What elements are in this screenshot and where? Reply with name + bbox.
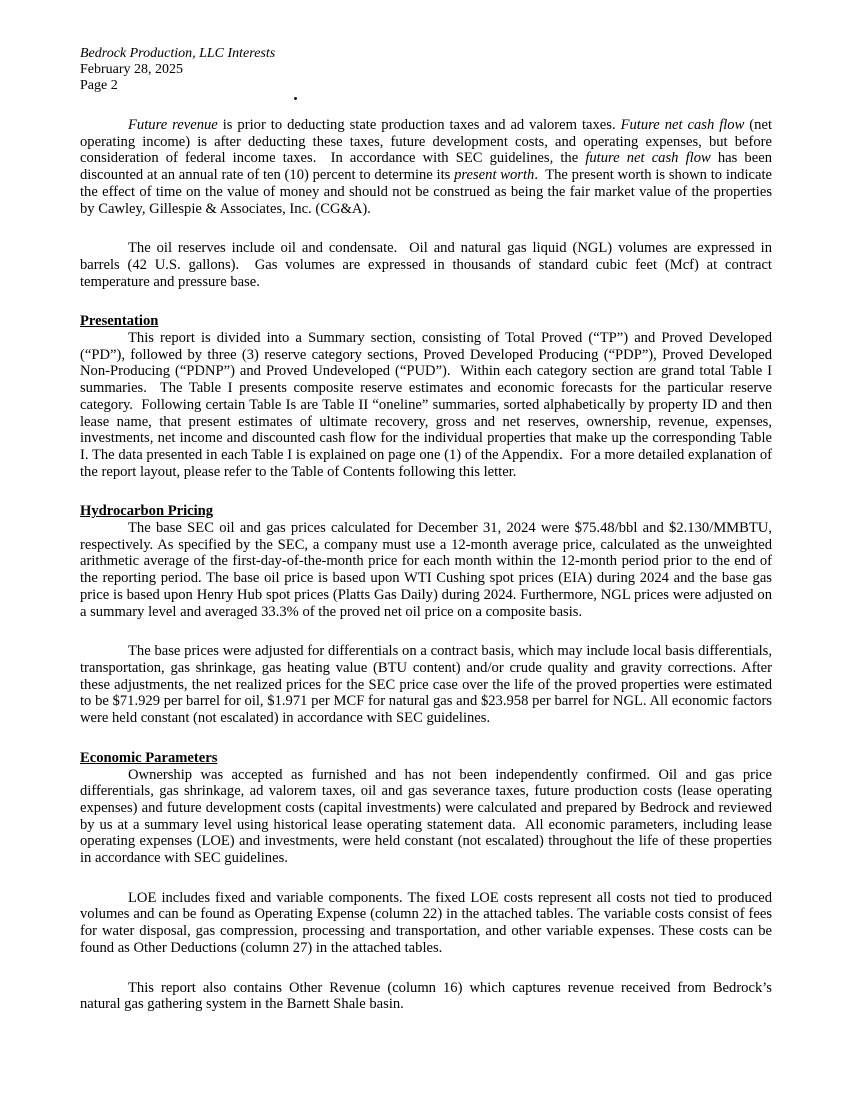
letter-header	[80, 46, 772, 94]
paragraph-3-1	[80, 520, 772, 620]
section-heading-hydrocarbon-pricing: Hydrocarbon Pricing	[80, 503, 214, 520]
text-run: This report is divided into a Summary section, consisting of Total Proved (“TP”) and Proved Developed (“PD”), followed by three (3) reserve category sections, Proved Developed Producing (“PDP”), Proved Developed Non-Producing (“PDNP”) and Proved Undeveloped (“PUD”). Within each category section are grand total Table I summaries. The Table I presents composite reserve estimates and economic forecasts for the particular reserve category. Following certain Table Is are Table II “oneline” summaries, sorted alphabetically by property ID and then lease name, that present estimates of ultimate recovery, gross and net reserves, ownership, revenue, expenses, investments, net income and discounted cash flow for the individual properties that make up the corresponding Table I. The data presented in each Table I is explained on page one (1) of the Appendix. For a more detailed explanation of the report layout, please refer to the Table of Contents following this letter.	[80, 330, 772, 480]
text-run: The oil reserves include oil and condensate. Oil and natural gas liquid (NGL) volumes are expressed in barrels (42 U.S. gallons). Gas volumes are expressed in thousands of standard cubic feet (Mcf) at contract temperature and pressure base.	[80, 240, 772, 290]
italic-text-run: present worth	[454, 167, 535, 184]
paragraph-2-1	[80, 330, 772, 480]
text-run: The base SEC oil and gas prices calculated for December 31, 2024 were $75.48/bbl and $2.130/MMBTU, respectively. As specified by the SEC, a company must use a 12-month average price, calculated as the unweighted arithmetic average of the first-day-of-the-month price for each month within the 12-month period prior to the end of the reporting period. The base oil price is based upon WTI Cushing spot prices (EIA) during 2024 and the base gas price is based upon Henry Hub spot prices (Platts Gas Daily) during 2024. Furthermore, NGL prices were adjusted on a summary level and averaged 33.3% of the proved net oil price on a composite basis.	[80, 520, 772, 620]
text-run: This report also contains Other Revenue (column 16) which captures revenue received from Bedrock’s natural gas gathering system in the Barnett Shale basin.	[80, 979, 772, 1013]
text-run: is prior to deducting state production taxes and ad valorem taxes.	[217, 117, 621, 133]
paragraph-4-3	[80, 980, 772, 1013]
letter-content	[80, 46, 772, 1013]
header-company-line: Bedrock Production, LLC Interests	[80, 46, 276, 61]
text-run: LOE includes fixed and variable components. The fixed LOE costs represent all costs not tied to produced volumes and can be found as Operating Expense (column 22) in the attached tables. The variable costs consist of fees for water disposal, gas compression, processing and transportation, and other variable expenses. These costs can be found as Other Deductions (column 27) in the attached tables.	[80, 889, 772, 956]
letter-body	[80, 117, 772, 1013]
paragraph-1-2	[80, 240, 772, 290]
paragraph-1-1	[80, 117, 772, 217]
paragraph-3-2	[80, 643, 772, 727]
header-date-line: February 28, 2025	[80, 62, 184, 77]
header-page-number: Page 2	[80, 78, 118, 93]
italic-text-run: Future net cash flow	[620, 117, 745, 133]
italic-text-run: future net cash flow	[585, 150, 711, 167]
paragraph-4-2	[80, 890, 772, 957]
italic-text-run: Future revenue	[128, 117, 218, 133]
paragraph-4-1	[80, 767, 772, 867]
section-heading-presentation: Presentation	[80, 313, 159, 330]
text-run: (net operating income) is after deducting these taxes, future development costs, and operating expenses, but before consideration of federal income taxes. In accordance with SEC guidelines, the	[80, 117, 772, 167]
text-run: The base prices were adjusted for differentials on a contract basis, which may include local basis differentials, transportation, gas shrinkage, gas heating value (BTU content) and/or crude quality and gravity corrections. After these adjustments, the net realized prices for the SEC price case over the life of the proved properties were estimated to be $71.929 per barrel for oil, $1.971 per MCF for natural gas and $23.958 per barrel for NGL. All economic factors were held constant (not escalated) in accordance with SEC guidelines.	[80, 643, 772, 727]
text-run: Ownership was accepted as furnished and has not been independently confirmed. Oil and gas price differentials, gas shrinkage, ad valorem taxes, oil and gas severance taxes, future production costs (lease operating expenses) and future development costs (capital investments) were calculated and prepared by Bedrock and reviewed by us at a summary level using historical lease operating statement data. All economic parameters, including lease operating expenses (LOE) and investments, were held constant (not escalated) throughout the life of these properties in accordance with SEC guidelines.	[80, 766, 772, 867]
text-run: has been discounted at an annual rate of ten (10) percent to determine its	[80, 150, 772, 184]
section-heading-economic-parameters: Economic Parameters	[80, 749, 218, 766]
text-run: . The present worth is shown to indicate the effect of time on the value of money and should not be construed as being the fair market value of the properties by Cawley, Gillespie & Associates, Inc. (CG&A).	[80, 167, 773, 217]
